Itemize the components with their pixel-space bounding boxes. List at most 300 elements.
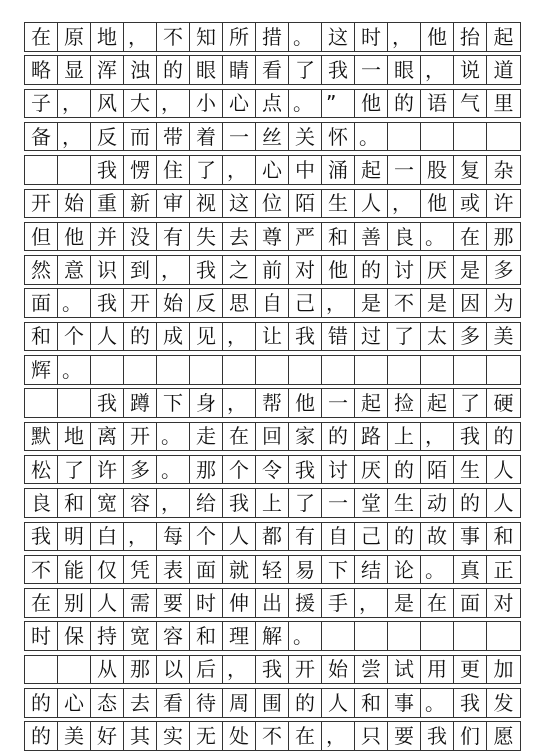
grid-cell: 他 xyxy=(421,23,454,51)
grid-cell: 手 xyxy=(322,589,355,617)
grid-cell xyxy=(421,356,454,384)
grid-cell: 们 xyxy=(454,722,487,750)
grid-cell: 人 xyxy=(223,523,256,551)
grid-cell: 。 xyxy=(289,90,322,118)
grid-cell: 解 xyxy=(256,622,289,650)
grid-cell: 我 xyxy=(454,689,487,717)
grid-cell: 住 xyxy=(157,156,190,184)
grid-cell: 的 xyxy=(388,456,421,484)
grid-cell: 更 xyxy=(454,656,487,684)
grid-cell: 令 xyxy=(256,456,289,484)
grid-row xyxy=(24,22,521,52)
grid-cell: 失 xyxy=(190,223,223,251)
grid-cell: 辉 xyxy=(25,356,58,384)
grid-cell: 开 xyxy=(124,289,157,317)
grid-cell: 然 xyxy=(25,256,58,284)
grid-cell: ， xyxy=(322,722,355,750)
grid-cell: 始 xyxy=(322,656,355,684)
grid-cell: 或 xyxy=(454,190,487,218)
grid-cell: 和 xyxy=(58,489,91,517)
grid-row xyxy=(24,588,521,618)
grid-cell: 人 xyxy=(493,490,514,515)
grid-cell: 面 xyxy=(190,556,223,584)
grid-cell: 一 xyxy=(322,489,355,517)
grid-cell: 而 xyxy=(124,123,157,151)
grid-cell: ， xyxy=(223,656,256,684)
grid-cell: 心 xyxy=(223,90,256,118)
grid-cell: 时 xyxy=(355,23,388,51)
grid-cell: 宽 xyxy=(124,622,157,650)
grid-cell: 我 xyxy=(190,256,223,284)
grid-cell: 眼 xyxy=(190,56,223,84)
grid-cell: 讨 xyxy=(388,256,421,284)
grid-cell: 他 xyxy=(355,90,388,118)
grid-cell: 多 xyxy=(454,323,487,351)
grid-cell: 发 xyxy=(493,690,514,715)
grid-cell: 睛 xyxy=(223,56,256,84)
grid-cell: 的 xyxy=(355,256,388,284)
grid-cell: 能 xyxy=(58,556,91,584)
grid-cell: 走 xyxy=(190,423,223,451)
grid-cell: 理 xyxy=(223,622,256,650)
grid-cell: ， xyxy=(355,589,388,617)
grid-row xyxy=(24,721,521,751)
grid-cell: 持 xyxy=(91,622,124,650)
grid-cell: 仅 xyxy=(91,556,124,584)
grid-cell: 待 xyxy=(190,689,223,717)
grid-cell: 地 xyxy=(58,423,91,451)
grid-cell: 的 xyxy=(157,56,190,84)
grid-cell: 论 xyxy=(388,556,421,584)
grid-cell: ， xyxy=(157,489,190,517)
grid-cell: 知 xyxy=(190,23,223,51)
grid-cell xyxy=(322,622,355,650)
grid-cell xyxy=(388,123,421,151)
grid-cell: 因 xyxy=(454,289,487,317)
grid-cell: 关 xyxy=(289,123,322,151)
grid-cell: 表 xyxy=(157,556,190,584)
grid-cell xyxy=(25,656,58,684)
grid-cell: 在 xyxy=(25,589,58,617)
grid-cell: 我 xyxy=(421,722,454,750)
grid-cell: 始 xyxy=(58,190,91,218)
grid-cell: 以 xyxy=(157,656,190,684)
grid-cell: 我 xyxy=(289,323,322,351)
grid-cell: 小 xyxy=(190,90,223,118)
grid-cell: 自 xyxy=(322,523,355,551)
grid-cell: 个 xyxy=(190,523,223,551)
grid-cell: 明 xyxy=(58,523,91,551)
grid-cell: 轻 xyxy=(256,556,289,584)
grid-cell: 是 xyxy=(388,589,421,617)
grid-cell: 善 xyxy=(355,223,388,251)
grid-cell: 结 xyxy=(355,556,388,584)
grid-cell: 讨 xyxy=(322,456,355,484)
grid-cell: ， xyxy=(322,289,355,317)
grid-cell: 美 xyxy=(58,722,91,750)
grid-cell: 这 xyxy=(322,23,355,51)
grid-cell xyxy=(487,356,520,384)
grid-cell: 之 xyxy=(223,256,256,284)
grid-cell: 并 xyxy=(91,223,124,251)
grid-cell: 我 xyxy=(223,489,256,517)
grid-cell: 他 xyxy=(322,256,355,284)
grid-cell: 好 xyxy=(91,722,124,750)
grid-cell: 的 xyxy=(25,722,58,750)
grid-cell: 下 xyxy=(322,556,355,584)
grid-row xyxy=(24,155,521,185)
grid-cell: ， xyxy=(157,90,190,118)
grid-cell: 保 xyxy=(58,622,91,650)
grid-row xyxy=(24,388,521,418)
grid-cell: 容 xyxy=(124,489,157,517)
grid-cell: ， xyxy=(58,123,91,151)
grid-cell: 有 xyxy=(289,523,322,551)
grid-cell: 一 xyxy=(223,123,256,151)
grid-cell: 这 xyxy=(223,190,256,218)
grid-cell xyxy=(388,622,421,650)
grid-cell: 成 xyxy=(157,323,190,351)
grid-cell: 己 xyxy=(355,523,388,551)
grid-cell: 凭 xyxy=(124,556,157,584)
grid-cell xyxy=(454,356,487,384)
grid-cell: 正 xyxy=(493,557,514,582)
grid-cell xyxy=(421,123,454,151)
grid-row xyxy=(24,355,521,385)
grid-cell: 开 xyxy=(289,656,322,684)
grid-cell: 点 xyxy=(256,90,289,118)
grid-cell: 审 xyxy=(157,190,190,218)
grid-cell: 起 xyxy=(421,389,454,417)
grid-cell: 上 xyxy=(388,423,421,451)
grid-cell: 用 xyxy=(421,656,454,684)
grid-cell: 容 xyxy=(157,622,190,650)
grid-cell: ， xyxy=(388,23,421,51)
grid-cell: 个 xyxy=(58,323,91,351)
grid-cell xyxy=(58,656,91,684)
grid-cell: 多 xyxy=(493,257,514,282)
grid-cell: 尊 xyxy=(256,223,289,251)
grid-cell: 给 xyxy=(190,489,223,517)
grid-cell: 人 xyxy=(91,589,124,617)
grid-cell: 是 xyxy=(421,289,454,317)
grid-cell: 的 xyxy=(388,90,421,118)
grid-cell: 我 xyxy=(91,389,124,417)
grid-cell: ” xyxy=(322,90,355,118)
grid-cell xyxy=(289,356,322,384)
grid-cell: 我 xyxy=(289,456,322,484)
grid-row xyxy=(24,455,521,485)
grid-cell: 。 xyxy=(355,123,388,151)
grid-cell: 他 xyxy=(58,223,91,251)
grid-cell: 思 xyxy=(223,289,256,317)
grid-cell: 去 xyxy=(124,689,157,717)
grid-cell: 地 xyxy=(91,23,124,51)
grid-cell: 那 xyxy=(493,224,514,249)
grid-cell: 路 xyxy=(355,423,388,451)
grid-cell: 不 xyxy=(256,722,289,750)
grid-cell: ， xyxy=(421,423,454,451)
grid-cell: 我 xyxy=(322,56,355,84)
grid-cell: 。 xyxy=(421,223,454,251)
grid-cell: 厌 xyxy=(421,256,454,284)
grid-cell: 堂 xyxy=(355,489,388,517)
grid-cell: 许 xyxy=(91,456,124,484)
grid-cell: 人 xyxy=(355,190,388,218)
grid-cell: 浊 xyxy=(124,56,157,84)
grid-cell: 面 xyxy=(25,289,58,317)
grid-cell xyxy=(190,356,223,384)
grid-cell: ， xyxy=(124,523,157,551)
grid-cell: 在 xyxy=(454,223,487,251)
grid-cell xyxy=(223,356,256,384)
grid-cell: 后 xyxy=(190,656,223,684)
grid-cell: 上 xyxy=(256,489,289,517)
grid-cell: 新 xyxy=(124,190,157,218)
grid-cell: 就 xyxy=(223,556,256,584)
grid-row xyxy=(24,621,521,651)
grid-cell xyxy=(487,123,520,151)
grid-cell: 个 xyxy=(223,456,256,484)
grid-cell: 复 xyxy=(454,156,487,184)
grid-cell: 蹲 xyxy=(124,389,157,417)
grid-cell: 开 xyxy=(124,423,157,451)
grid-cell: 的 xyxy=(124,323,157,351)
grid-cell: 抬 xyxy=(454,23,487,51)
grid-cell: 备 xyxy=(25,123,58,151)
grid-cell: 的 xyxy=(493,424,514,449)
grid-row xyxy=(24,255,521,285)
grid-cell: ， xyxy=(421,56,454,84)
grid-cell: 涌 xyxy=(322,156,355,184)
grid-cell: 开 xyxy=(25,190,58,218)
grid-cell xyxy=(355,356,388,384)
grid-cell: 严 xyxy=(289,223,322,251)
grid-cell: 一 xyxy=(355,56,388,84)
grid-cell: 不 xyxy=(388,289,421,317)
grid-cell: 了 xyxy=(289,56,322,84)
grid-cell: 始 xyxy=(157,289,190,317)
grid-cell: 捡 xyxy=(388,389,421,417)
grid-cell: 加 xyxy=(493,657,514,682)
grid-cell: 人 xyxy=(91,323,124,351)
grid-cell: 怀 xyxy=(322,123,355,151)
grid-cell: 多 xyxy=(124,456,157,484)
grid-row xyxy=(24,288,521,318)
grid-cell: 着 xyxy=(190,123,223,151)
grid-cell: 下 xyxy=(157,389,190,417)
grid-cell: 带 xyxy=(157,123,190,151)
grid-cell: 需 xyxy=(124,589,157,617)
grid-cell: 身 xyxy=(190,389,223,417)
grid-cell: 从 xyxy=(91,656,124,684)
grid-cell xyxy=(25,389,58,417)
grid-cell: 大 xyxy=(124,90,157,118)
grid-cell: 处 xyxy=(223,722,256,750)
grid-cell: 。 xyxy=(157,456,190,484)
grid-cell: 太 xyxy=(421,323,454,351)
grid-cell: 愣 xyxy=(124,156,157,184)
grid-cell: 在 xyxy=(421,589,454,617)
grid-cell: 的 xyxy=(454,489,487,517)
grid-cell: 和 xyxy=(190,622,223,650)
grid-cell: 眼 xyxy=(388,56,421,84)
grid-cell: 人 xyxy=(493,457,514,482)
grid-cell: 围 xyxy=(256,689,289,717)
grid-cell: 人 xyxy=(322,689,355,717)
grid-cell: 是 xyxy=(454,256,487,284)
grid-cell: ， xyxy=(124,23,157,51)
grid-cell: 浑 xyxy=(91,56,124,84)
grid-cell xyxy=(487,622,520,650)
grid-cell: 厌 xyxy=(355,456,388,484)
grid-cell: 那 xyxy=(190,456,223,484)
grid-cell: 无 xyxy=(190,722,223,750)
grid-row xyxy=(24,655,521,685)
grid-cell: 起 xyxy=(355,156,388,184)
grid-cell: 是 xyxy=(355,289,388,317)
grid-cell: 意 xyxy=(58,256,91,284)
grid-cell: 显 xyxy=(58,56,91,84)
grid-cell: 。 xyxy=(421,556,454,584)
grid-cell: 只 xyxy=(355,722,388,750)
grid-cell: 生 xyxy=(388,489,421,517)
grid-cell: 一 xyxy=(322,389,355,417)
grid-cell: 对 xyxy=(493,590,514,615)
grid-cell: 不 xyxy=(25,556,58,584)
grid-cell: 措 xyxy=(256,23,289,51)
grid-cell: 陌 xyxy=(289,190,322,218)
grid-cell: 其 xyxy=(124,722,157,750)
grid-cell: 了 xyxy=(454,389,487,417)
grid-cell: 生 xyxy=(454,456,487,484)
grid-row xyxy=(24,89,521,119)
grid-cell: 许 xyxy=(493,191,514,216)
grid-cell xyxy=(25,156,58,184)
grid-cell: 见 xyxy=(190,323,223,351)
grid-cell: 道 xyxy=(493,58,514,83)
grid-cell: 的 xyxy=(322,423,355,451)
grid-cell: 伸 xyxy=(223,589,256,617)
grid-cell xyxy=(355,622,388,650)
grid-cell: 故 xyxy=(421,523,454,551)
grid-cell: 语 xyxy=(421,90,454,118)
grid-cell: 他 xyxy=(289,389,322,417)
grid-row xyxy=(24,688,521,718)
grid-cell: 子 xyxy=(25,90,58,118)
grid-cell xyxy=(454,622,487,650)
grid-cell: ， xyxy=(223,389,256,417)
grid-cell: 我 xyxy=(91,156,124,184)
grid-row xyxy=(24,222,521,252)
grid-cell: 帮 xyxy=(256,389,289,417)
grid-cell: 了 xyxy=(289,489,322,517)
grid-cell: 说 xyxy=(454,56,487,84)
grid-row xyxy=(24,522,521,552)
grid-cell: ， xyxy=(223,156,256,184)
grid-cell: 让 xyxy=(256,323,289,351)
grid-cell: 所 xyxy=(223,23,256,51)
grid-row xyxy=(24,555,521,585)
grid-cell: 位 xyxy=(256,190,289,218)
grid-cell: 时 xyxy=(190,589,223,617)
grid-cell: 援 xyxy=(289,589,322,617)
grid-cell: 生 xyxy=(322,190,355,218)
grid-cell: 起 xyxy=(493,24,514,49)
grid-cell: 良 xyxy=(25,489,58,517)
grid-cell: 尝 xyxy=(355,656,388,684)
grid-cell: 杂 xyxy=(493,157,514,182)
grid-cell: 我 xyxy=(454,423,487,451)
grid-cell: 过 xyxy=(355,323,388,351)
grid-cell: 良 xyxy=(388,223,421,251)
grid-cell: 默 xyxy=(25,423,58,451)
grid-cell: 都 xyxy=(256,523,289,551)
grid-cell: 那 xyxy=(124,656,157,684)
grid-cell: ， xyxy=(157,256,190,284)
grid-cell: 和 xyxy=(355,689,388,717)
grid-cell: 硬 xyxy=(493,391,514,416)
grid-cell: 宽 xyxy=(91,489,124,517)
grid-cell: 回 xyxy=(256,423,289,451)
grid-cell: 陌 xyxy=(421,456,454,484)
grid-cell: 别 xyxy=(58,589,91,617)
grid-cell: 真 xyxy=(454,556,487,584)
grid-cell: 去 xyxy=(223,223,256,251)
grid-cell: ， xyxy=(388,190,421,218)
grid-cell: 。 xyxy=(58,289,91,317)
grid-cell: 但 xyxy=(25,223,58,251)
grid-cell: 错 xyxy=(322,323,355,351)
grid-cell: 里 xyxy=(493,91,514,116)
grid-cell: 视 xyxy=(190,190,223,218)
grid-cell: 看 xyxy=(256,56,289,84)
grid-cell: 。 xyxy=(289,23,322,51)
grid-cell: 要 xyxy=(388,722,421,750)
grid-cell: 起 xyxy=(355,389,388,417)
grid-cell: 己 xyxy=(289,289,322,317)
grid-cell xyxy=(157,356,190,384)
grid-cell: 事 xyxy=(388,689,421,717)
grid-cell: 反 xyxy=(91,123,124,151)
grid-cell: 在 xyxy=(223,423,256,451)
grid-cell: 我 xyxy=(25,523,58,551)
grid-cell: 在 xyxy=(25,23,58,51)
grid-cell: 实 xyxy=(157,722,190,750)
grid-cell: 的 xyxy=(289,689,322,717)
grid-row xyxy=(24,122,521,152)
grid-row xyxy=(24,322,521,352)
grid-cell: 出 xyxy=(256,589,289,617)
grid-cell: 。 xyxy=(58,356,91,384)
grid-cell: 股 xyxy=(421,156,454,184)
grid-cell: 心 xyxy=(58,689,91,717)
grid-cell xyxy=(256,356,289,384)
grid-cell: 为 xyxy=(493,291,514,316)
grid-cell: 态 xyxy=(91,689,124,717)
grid-cell: 对 xyxy=(289,256,322,284)
grid-cell: 重 xyxy=(91,190,124,218)
grid-cell: 白 xyxy=(91,523,124,551)
grid-cell: 周 xyxy=(223,689,256,717)
grid-cell: 没 xyxy=(124,223,157,251)
grid-cell: 看 xyxy=(157,689,190,717)
grid-cell: 动 xyxy=(421,489,454,517)
grid-cell: 到 xyxy=(124,256,157,284)
grid-cell: 事 xyxy=(454,523,487,551)
grid-cell: 离 xyxy=(91,423,124,451)
grid-cell: 风 xyxy=(91,90,124,118)
